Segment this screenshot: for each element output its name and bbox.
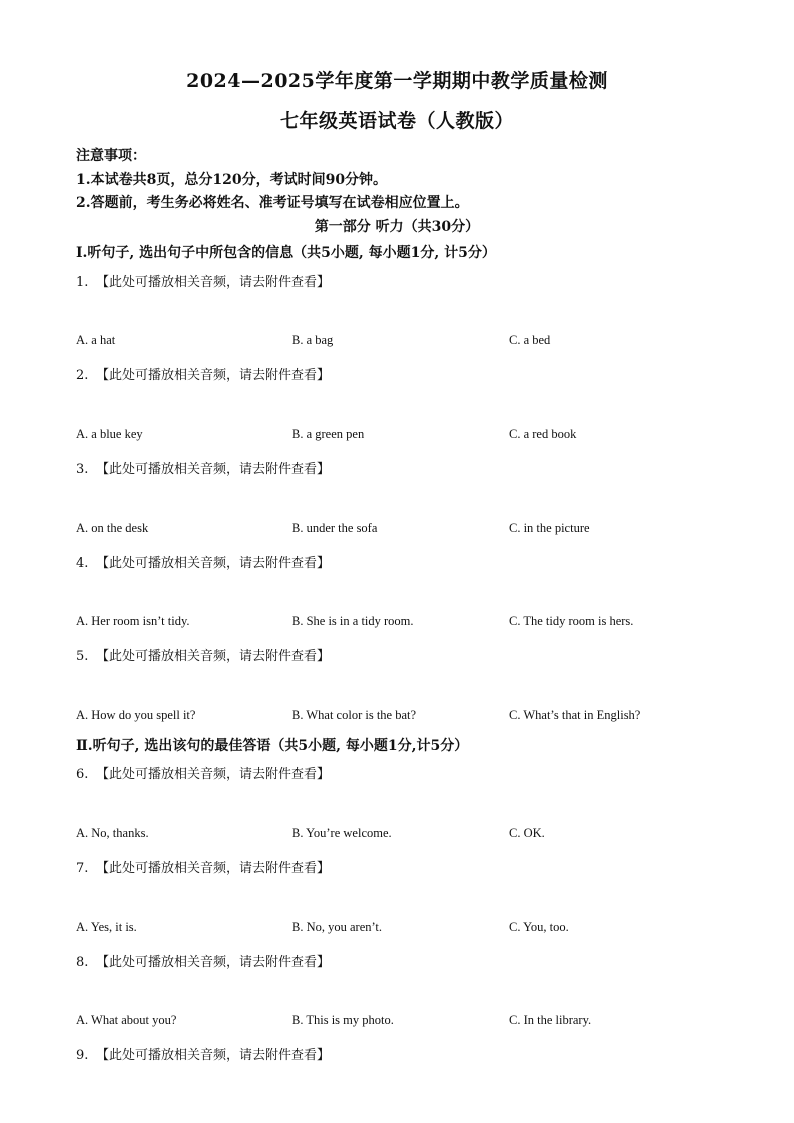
option-c: C. a bed bbox=[509, 333, 551, 347]
question-number: 2. bbox=[76, 368, 89, 383]
option-a: A. on the desk bbox=[76, 521, 149, 535]
question-number: 8. bbox=[76, 955, 89, 970]
exam-subtitle: 七年级英语试卷（人教版） bbox=[279, 110, 514, 132]
option-c: C. a red book bbox=[509, 427, 577, 441]
option-b: B. a green pen bbox=[292, 427, 365, 441]
option-a: A. No, thanks. bbox=[76, 826, 149, 840]
audio-note: 【此处可播放相关音频，请去附件查看】 bbox=[96, 861, 331, 876]
option-c: C. You, too. bbox=[509, 920, 569, 934]
section-2-title: Ⅱ.听句子, 选出该句的最佳答语（共5小题, 每小题1分,计5分） bbox=[76, 738, 469, 754]
question-3 bbox=[76, 458, 330, 477]
question-number: 6. bbox=[76, 767, 89, 782]
exam-title: 2024—2025学年度第一学期期中教学质量检测 bbox=[186, 70, 608, 92]
audio-note: 【此处可播放相关音频，请去附件查看】 bbox=[96, 955, 331, 970]
question-number: 1. bbox=[76, 275, 89, 290]
option-a: A. What about you? bbox=[76, 1013, 177, 1027]
question-6 bbox=[76, 763, 330, 782]
audio-note: 【此处可播放相关音频，请去附件查看】 bbox=[96, 767, 331, 782]
option-c: C. in the picture bbox=[509, 521, 590, 535]
option-c: C. The tidy room is hers. bbox=[509, 614, 634, 628]
option-c: C. OK. bbox=[509, 826, 545, 840]
question-5 bbox=[76, 645, 330, 664]
audio-note: 【此处可播放相关音频，请去附件查看】 bbox=[96, 275, 331, 290]
audio-note: 【此处可播放相关音频，请去附件查看】 bbox=[96, 368, 331, 383]
question-8 bbox=[76, 951, 330, 970]
question-4 bbox=[76, 552, 330, 571]
question-number: 9. bbox=[76, 1048, 89, 1063]
question-number: 3. bbox=[76, 462, 89, 477]
notes-item-2: 2.答题前，考生务必将姓名、准考证号填写在试卷相应位置上。 bbox=[76, 195, 469, 211]
question-7 bbox=[76, 857, 330, 876]
option-b: B. She is in a tidy room. bbox=[292, 614, 414, 628]
option-b: B. This is my photo. bbox=[292, 1013, 394, 1027]
section-1-title: I.听句子, 选出句子中所包含的信息（共5小题, 每小题1分, 计5分） bbox=[76, 245, 496, 261]
notes-item-1: 1.本试卷共8页，总分120分，考试时间90分钟。 bbox=[76, 172, 388, 188]
option-a: A. How do you spell it? bbox=[76, 708, 196, 722]
option-c: C. In the library. bbox=[509, 1013, 592, 1027]
option-b: B. under the sofa bbox=[292, 521, 378, 535]
audio-note: 【此处可播放相关音频，请去附件查看】 bbox=[96, 556, 331, 571]
part-1-title: 第一部分 听力（共30分） bbox=[314, 219, 480, 235]
option-a: A. Yes, it is. bbox=[76, 920, 137, 934]
option-a: A. a hat bbox=[76, 333, 116, 347]
option-a: A. Her room isn’t tidy. bbox=[76, 614, 190, 628]
option-b: B. You’re welcome. bbox=[292, 826, 392, 840]
option-c: C. What’s that in English? bbox=[509, 708, 641, 722]
audio-note: 【此处可播放相关音频，请去附件查看】 bbox=[96, 649, 331, 664]
option-b: B. What color is the bat? bbox=[292, 708, 417, 722]
question-2 bbox=[76, 364, 330, 383]
audio-note: 【此处可播放相关音频，请去附件查看】 bbox=[96, 1048, 331, 1063]
audio-note: 【此处可播放相关音频，请去附件查看】 bbox=[96, 462, 331, 477]
question-1 bbox=[76, 271, 330, 290]
question-number: 7. bbox=[76, 861, 89, 876]
option-b: B. a bag bbox=[292, 333, 334, 347]
option-a: A. a blue key bbox=[76, 427, 143, 441]
question-9 bbox=[76, 1044, 330, 1063]
option-b: B. No, you aren’t. bbox=[292, 920, 383, 934]
question-number: 5. bbox=[76, 649, 89, 664]
notes-heading: 注意事项： bbox=[76, 148, 146, 164]
question-number: 4. bbox=[76, 556, 89, 571]
